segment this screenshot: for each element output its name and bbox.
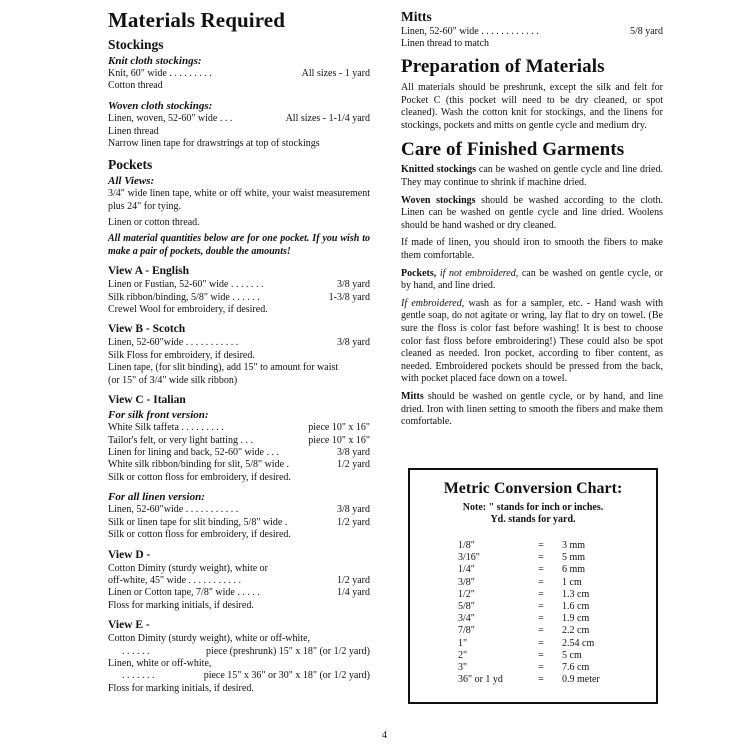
leader-dots: . . . xyxy=(217,113,233,125)
knit-fabric-row xyxy=(108,68,370,80)
inch-value: 1/2" xyxy=(458,588,475,600)
care-linen-paragraph: If made of linen, you should iron to smooth the fibers to make them comfortable. xyxy=(401,237,663,261)
leader-dots: . . . . . . xyxy=(229,291,260,303)
woven-fabric-row xyxy=(108,113,370,125)
metric-title: Metric Conversion Chart: xyxy=(443,480,623,497)
equals-sign: = xyxy=(538,674,544,686)
table-row xyxy=(458,625,628,637)
view-e-line-4 xyxy=(108,670,370,682)
woven-lead: Woven stockings xyxy=(401,194,476,206)
item-amount: All sizes - 1 yard xyxy=(301,67,370,79)
view-c-heading: View C - Italian xyxy=(108,393,186,406)
mitts-thread-line: Linen thread to match xyxy=(401,37,490,49)
page-number: 4 xyxy=(382,730,387,741)
metric-value: 7.6 cm xyxy=(562,662,590,674)
inch-value: 5/8" xyxy=(458,601,475,613)
leader-dots: . . . . . . . . . . . xyxy=(183,504,239,516)
list-item xyxy=(108,447,370,459)
item-label: Silk ribbon/binding, 5/8" wide xyxy=(108,291,230,303)
inch-value: 3/8" xyxy=(458,576,475,588)
inch-value: 3" xyxy=(458,662,468,674)
linen-floss-line: Silk or cotton floss for embroidery, if desired. xyxy=(108,529,291,541)
inch-value: 2" xyxy=(458,649,468,661)
leader-dots: . . . xyxy=(237,434,253,446)
view-a-heading: View A - English xyxy=(108,265,190,278)
item-label: off-white, 45" wide xyxy=(108,575,187,587)
item-label: Linen, 52-60"wide xyxy=(108,337,184,349)
metric-value: 1.3 cm xyxy=(562,588,590,600)
woven-tape-line: Narrow linen tape for drawstrings at top of stockings xyxy=(108,137,320,149)
care-mitts-paragraph xyxy=(401,391,663,429)
care-title: Care of Finished Garments xyxy=(401,138,625,160)
metric-value: 2.2 cm xyxy=(562,625,590,637)
list-item xyxy=(108,517,370,529)
metric-value: 5 cm xyxy=(562,649,582,661)
knitted-lead: Knitted stockings xyxy=(401,164,477,176)
view-b-note-2: Linen tape, (for slit binding), add 15" to amount for waist xyxy=(108,362,339,374)
item-amount: 1/2 yard xyxy=(336,459,370,471)
item-amount: 1-3/8 yard xyxy=(328,291,370,303)
all-linen-heading: For all linen version: xyxy=(108,491,205,504)
woven-thread-line: Linen thread xyxy=(108,125,159,137)
item-label: Linen, woven, 52-60" wide xyxy=(108,113,218,125)
inch-value: 1" xyxy=(458,637,468,649)
leader-dots: . . . . . . . . . . . . xyxy=(478,25,539,37)
leader-dots: . . . . . . . . . xyxy=(178,422,224,434)
metric-value: 1 cm xyxy=(562,576,582,588)
equals-sign: = xyxy=(538,552,544,564)
list-item xyxy=(108,292,370,304)
view-a-note: Crewel Wool for embroidery, if desired. xyxy=(108,303,268,315)
pocket-quantity-note: All material quantities below are for one pocket. If you wish to make a pair of pockets, double the amounts! xyxy=(108,233,370,257)
equals-sign: = xyxy=(538,576,544,588)
care-knitted-paragraph xyxy=(401,164,663,189)
item-label: Linen, 52-60"wide xyxy=(108,504,184,516)
equals-sign: = xyxy=(538,564,544,576)
view-d-line-1: Cotton Dimity (sturdy weight), white or xyxy=(108,562,268,574)
item-amount: piece 15" x 36" or 30" x 18" (or 1/2 yard) xyxy=(203,670,370,682)
pockets-lead: Pockets, xyxy=(401,267,437,279)
leader-dots: . . . . . . . . . . . xyxy=(186,575,242,587)
preparation-text: All materials should be preshrunk, except the silk and felt for Pocket C (this pocket will need to be dry cleaned, or spot cleaned). Wash the cotton knit for stockings, and the linens for stockings, pockets and mitts on gentle cycle and medium dry. xyxy=(401,82,663,131)
view-e-line-2 xyxy=(108,646,370,658)
table-row xyxy=(458,613,628,625)
conversion-table xyxy=(458,540,628,686)
table-row xyxy=(458,662,628,674)
item-amount: 1/2 yard xyxy=(336,516,370,528)
embroidered-text: wash as for a sampler, etc. - Hand wash with gentle soap, do not agitate or wring, lay flat to dry on towel. (Be sure the floss is color fast before washing! It is best to choose color fast floss before embroidering!) These could also be spot cleaned as needed. Iron pocket, according to fiber content, as needed. Embroidered pockets should be pressed from the back, with pocket placed face down on a towel. xyxy=(401,297,664,385)
mitts-text: should be washed on gentle cycle, or by hand, and line dried. Iron with linen setting to smooth the fibers and make them comfortable. xyxy=(401,390,663,428)
preparation-title: Preparation of Materials xyxy=(401,56,605,78)
pockets-heading: Pockets xyxy=(108,157,153,173)
care-woven-paragraph xyxy=(401,195,663,233)
list-item xyxy=(108,504,370,516)
item-amount: piece 10" x 16" xyxy=(308,434,370,446)
table-row xyxy=(458,638,628,650)
list-item xyxy=(108,459,370,471)
inch-value: 3/16" xyxy=(458,552,480,564)
view-b-note-1: Silk Floss for embroidery, if desired. xyxy=(108,349,255,361)
stockings-heading: Stockings xyxy=(108,37,164,53)
leader-dots: . . . . . xyxy=(234,587,260,599)
care-pockets-paragraph xyxy=(401,268,663,293)
metric-value: 2.54 cm xyxy=(562,637,595,649)
list-item xyxy=(108,575,370,587)
mitts-lead: Mitts xyxy=(401,390,424,402)
leader-dots: . . . . . . . . . xyxy=(166,67,212,79)
inch-value: 36" or 1 yd xyxy=(458,674,503,686)
list-item xyxy=(108,587,370,599)
view-b-heading: View B - Scotch xyxy=(108,323,186,336)
materials-title: Materials Required xyxy=(108,8,285,32)
metric-value: 3 mm xyxy=(562,540,586,551)
woven-text: should be washed according to the cloth. Linen can be washed on gentle cycle and line dried. Woolens should be hand washed or dry cleaned. xyxy=(401,194,664,231)
item-label: Linen or Cotton tape, 7/8" wide xyxy=(108,587,235,599)
table-row xyxy=(458,564,628,576)
equals-sign: = xyxy=(538,649,544,661)
leader-dots: . . . . . . xyxy=(122,645,150,657)
leader-dots: . xyxy=(282,516,288,528)
item-amount: All sizes - 1-1/4 yard xyxy=(285,113,370,125)
equals-sign: = xyxy=(538,540,544,551)
item-amount: 1/2 yard xyxy=(336,575,370,587)
equals-sign: = xyxy=(538,662,544,674)
materials-column xyxy=(108,8,370,695)
silk-front-heading: For silk front version: xyxy=(108,408,209,421)
leader-dots: . . . . . . . xyxy=(122,670,155,682)
list-item xyxy=(108,279,370,291)
item-amount: 3/8 yard xyxy=(336,504,370,516)
metric-value: 1.6 cm xyxy=(562,601,590,613)
table-row xyxy=(458,601,628,613)
item-label: Tailor's felt, or very light batting xyxy=(108,434,238,446)
equals-sign: = xyxy=(538,588,544,600)
view-b-note-3: (or 15" of 3/4" wide silk ribbon) xyxy=(108,374,238,386)
equals-sign: = xyxy=(538,625,544,637)
care-embroidered-paragraph xyxy=(401,298,663,386)
list-item xyxy=(108,337,370,349)
metric-value: 5 mm xyxy=(562,552,586,564)
view-e-heading: View E - xyxy=(108,619,150,632)
mitts-fabric-row xyxy=(401,26,663,38)
view-d-line-2: Floss for marking initials, if desired. xyxy=(108,599,254,611)
equals-sign: = xyxy=(538,601,544,613)
table-row xyxy=(458,577,628,589)
leader-dots: . xyxy=(284,459,290,471)
view-e-line-1: Cotton Dimity (sturdy weight), white or off-white, xyxy=(108,633,311,645)
embroidered-italic: If embroidered, xyxy=(401,297,465,309)
metric-value: 0.9 meter xyxy=(562,674,600,686)
pockets-italic: if not embroidered, xyxy=(436,267,519,279)
inch-value: 1/8" xyxy=(458,540,475,551)
list-item xyxy=(108,422,370,434)
all-views-thread: Linen or cotton thread. xyxy=(108,216,200,228)
table-row xyxy=(458,589,628,601)
leader-dots: . . . . . . . . . . . xyxy=(183,337,239,349)
item-amount: 3/8 yard xyxy=(336,279,370,291)
item-label: Linen or Fustian, 52-60" wide xyxy=(108,279,229,291)
leader-dots: . . . . . . . xyxy=(228,279,264,291)
item-amount: 3/8 yard xyxy=(336,446,370,458)
all-views-heading: All Views: xyxy=(108,174,155,187)
item-amount: 3/8 yard xyxy=(336,337,370,349)
item-amount: 5/8 yard xyxy=(629,25,663,37)
item-label: White Silk taffeta xyxy=(108,422,179,434)
silk-floss-line: Silk or cotton floss for embroidery, if desired. xyxy=(108,471,291,483)
table-row xyxy=(458,674,628,686)
woven-stockings-heading: Woven cloth stockings: xyxy=(108,99,213,112)
metric-value: 6 mm xyxy=(562,564,586,576)
table-row xyxy=(458,540,628,552)
view-e-line-5: Floss for marking initials, if desired. xyxy=(108,682,254,694)
item-label: Knit, 60" wide xyxy=(108,67,167,79)
pockets-text: can be washed on gentle cycle, or by hand, and line dried. xyxy=(401,267,663,292)
list-item xyxy=(108,435,370,447)
metric-note-1: Note: " stands for inch or inches. xyxy=(462,502,604,513)
metric-conversion-box xyxy=(408,468,658,704)
equals-sign: = xyxy=(538,637,544,649)
item-label: Silk or linen tape for slit binding, 5/8" wide xyxy=(108,516,283,528)
item-amount: 1/4 yard xyxy=(336,587,370,599)
knit-thread-line: Cotton thread xyxy=(108,80,163,92)
item-amount: piece 10" x 16" xyxy=(308,422,370,434)
metric-note-2: Yd. stands for yard. xyxy=(490,514,576,525)
all-views-text: 3/4" wide linen tape, white or off white, your waist measurement plus 24" for tying. xyxy=(108,188,370,212)
table-row xyxy=(458,650,628,662)
instructions-column xyxy=(401,8,663,434)
item-amount: piece (preshrunk) 15" x 18" (or 1/2 yard) xyxy=(206,645,370,657)
table-row xyxy=(458,552,628,564)
knit-stockings-heading: Knit cloth stockings: xyxy=(108,54,202,67)
mitts-heading: Mitts xyxy=(401,9,432,24)
inch-value: 1/4" xyxy=(458,564,475,576)
item-label: Linen for lining and back, 52-60" wide xyxy=(108,446,264,458)
equals-sign: = xyxy=(538,613,544,625)
view-e-line-3: Linen, white or off-white, xyxy=(108,658,212,669)
leader-dots: . . . xyxy=(264,446,279,458)
item-label: Linen, 52-60" wide xyxy=(401,25,479,37)
item-label: White silk ribbon/binding for slit, 5/8" wide xyxy=(108,459,285,471)
view-d-heading: View D - xyxy=(108,548,151,561)
metric-value: 1.9 cm xyxy=(562,613,590,625)
inch-value: 7/8" xyxy=(458,625,475,637)
knitted-text: can be washed on gentle cycle and line dried. They may continue to shrink if machine dried. xyxy=(401,164,663,189)
inch-value: 3/4" xyxy=(458,613,475,625)
